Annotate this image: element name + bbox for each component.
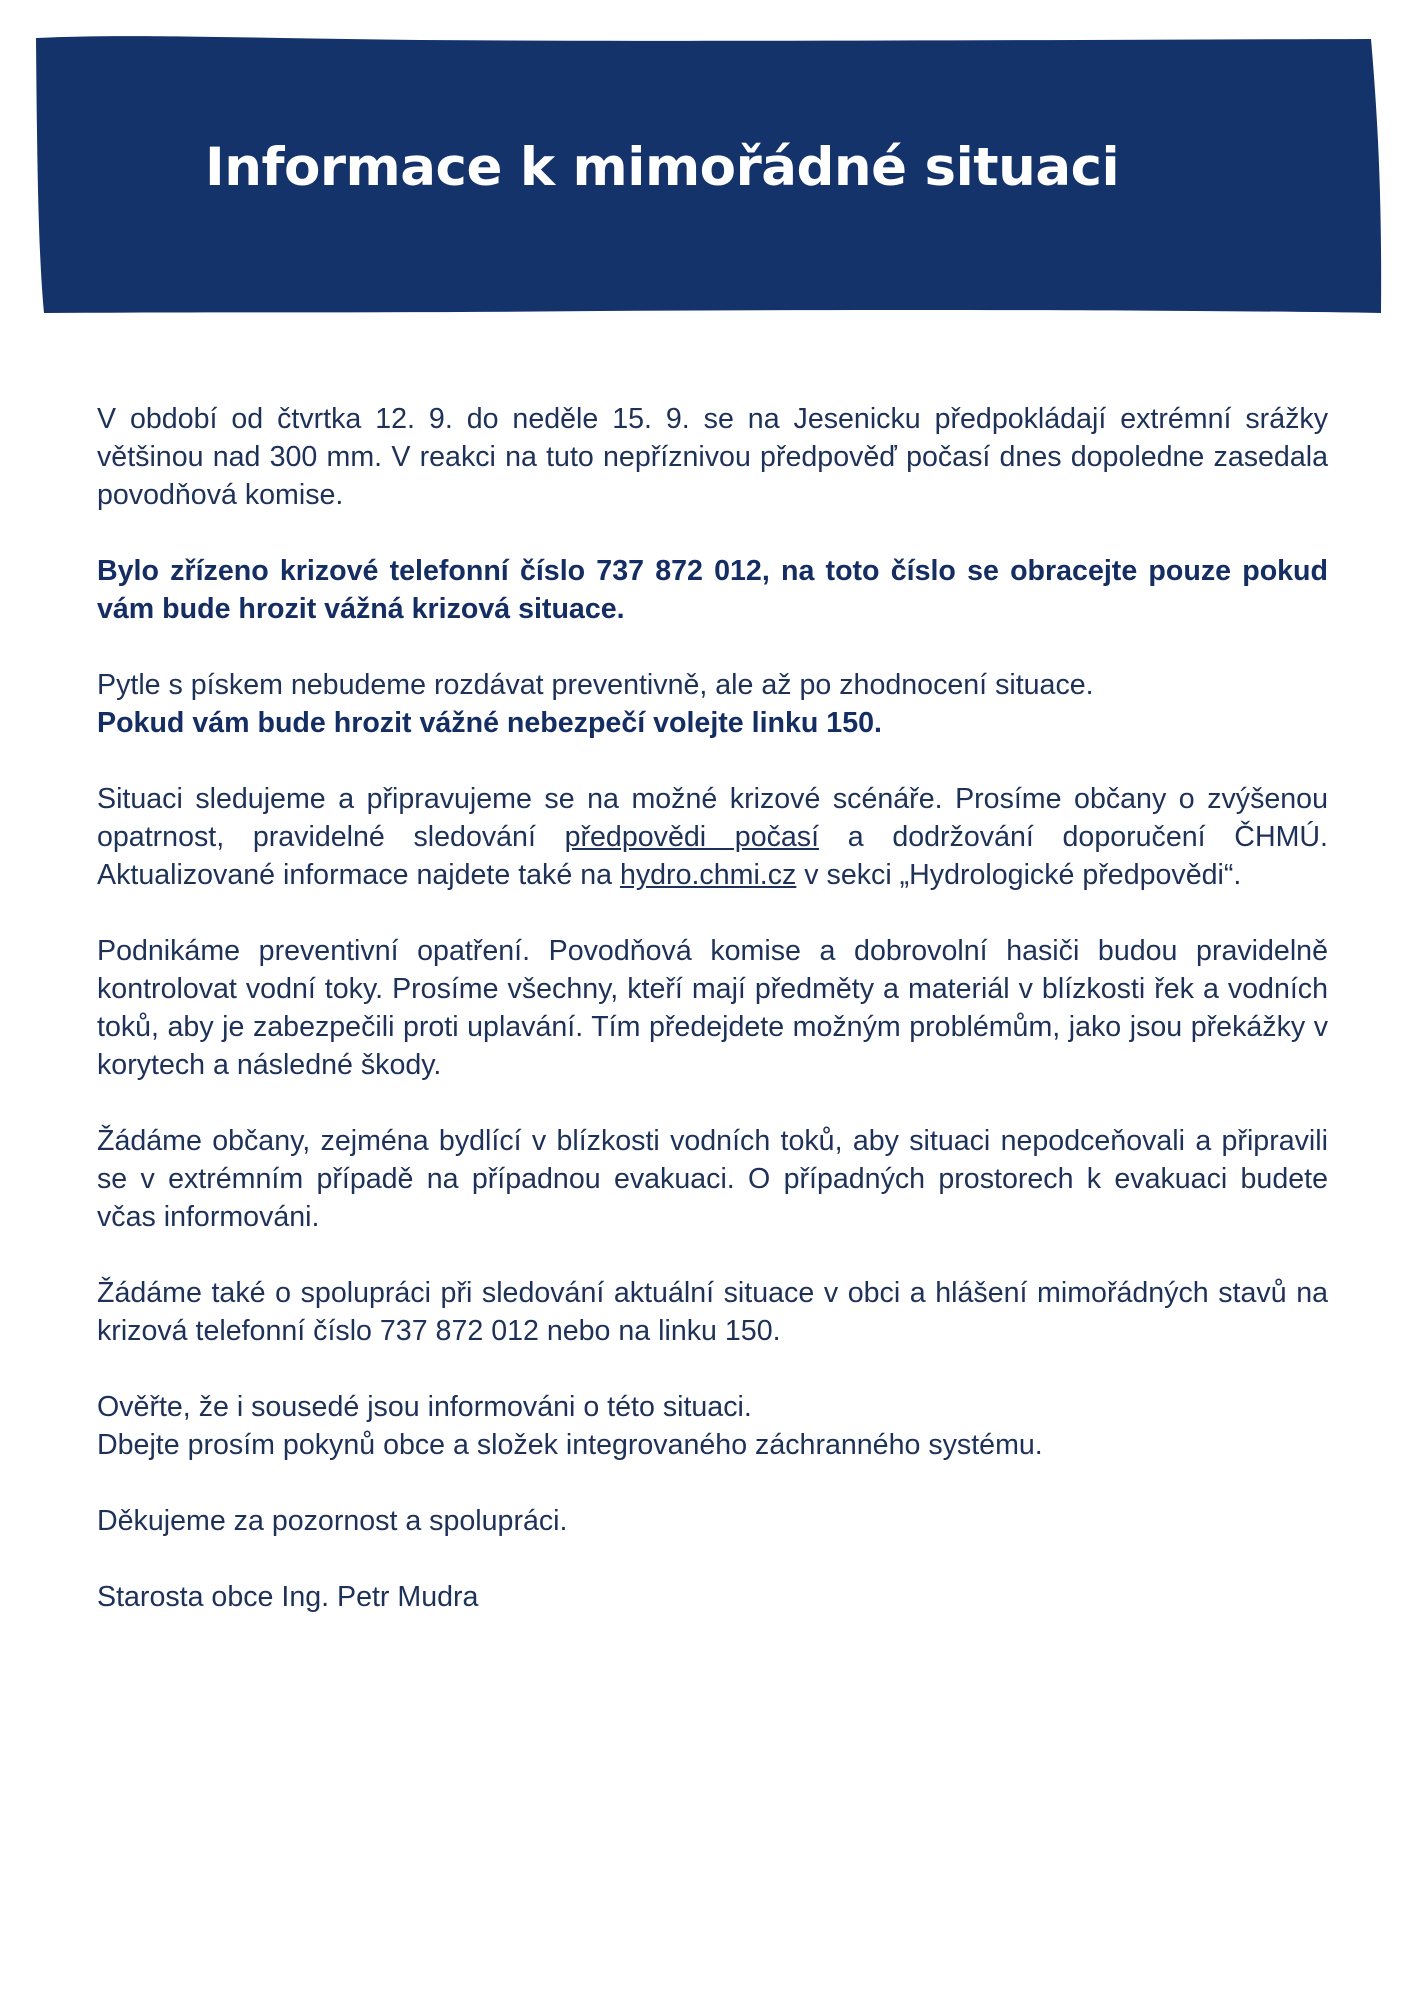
monitoring-text-c: v sekci „Hydrologické předpovědi“. bbox=[796, 859, 1242, 891]
document-body bbox=[97, 400, 1328, 1654]
instructions-text: Dbejte prosím pokynů obce a složek integrovaného záchranného systému. bbox=[97, 1429, 1043, 1461]
page-title: Informace k mimořádné situaci bbox=[205, 137, 1120, 198]
paragraph-evacuation: Žádáme občany, zejména bydlící v blízkosti vodních toků, aby situaci nepodceňovali a připravili se v extrémním případě na případnou evakuaci. O případných prostorech k evakuaci budete včas informováni. bbox=[97, 1125, 1328, 1233]
monitoring-text-a: Situaci sledujeme a připravujeme se na možné krizové scénáře. Prosíme občany o zvýšenou opatrnost, pravidelné sledování bbox=[97, 783, 1328, 853]
paragraph-thanks: Děkujeme za pozornost a spolupráci. bbox=[97, 1505, 568, 1537]
paragraph-forecast: V období od čtvrtka 12. 9. do neděle 15. 9. se na Jesenicku předpokládají extrémní srážky většinou nad 300 mm. V reakci na tuto nepříznivou předpověď počasí dnes dopoledne zasedala povodňová komise. bbox=[97, 403, 1328, 511]
header-banner bbox=[0, 0, 1414, 340]
weather-forecast-link[interactable]: předpovědi počasí bbox=[564, 821, 820, 853]
sandbags-text: Pytle s pískem nebudeme rozdávat preventivně, ale až po zhodnocení situace. bbox=[97, 669, 1094, 701]
paragraph-sandbags bbox=[97, 666, 1328, 742]
paragraph-preventive-measures: Podnikáme preventivní opatření. Povodňová komise a dobrovolní hasiči budou pravidelně kontrolovat vodní toky. Prosíme všechny, kteří mají předměty a materiál v blízkosti řek a vodních toků, aby je zabezpečili proti uplavání. Tím předejdete možným problémům, jako jsou překážky v korytech a následné škody. bbox=[97, 935, 1328, 1081]
monitoring-text-b: a dodržování doporučení ČHMÚ. Aktualizované informace najdete také na bbox=[97, 821, 1329, 891]
paragraph-crisis-phone: Bylo zřízeno krizové telefonní číslo 737 872 012, na toto číslo se obracejte pouze pokud vám bude hrozit vážná krizová situace. bbox=[97, 555, 1328, 625]
paragraph-monitoring bbox=[97, 780, 1328, 894]
emergency-line-text: Pokud vám bude hrozit vážné nebezpečí volejte linku 150. bbox=[97, 707, 882, 739]
hydro-chmi-link[interactable]: hydro.chmi.cz bbox=[619, 859, 797, 891]
signature: Starosta obce Ing. Petr Mudra bbox=[97, 1581, 479, 1613]
neighbors-text: Ověřte, že i sousedé jsou informováni o této situaci. bbox=[97, 1391, 752, 1423]
paragraph-cooperation: Žádáme také o spolupráci při sledování aktuální situace v obci a hlášení mimořádných stavů na krizová telefonní číslo 737 872 012 nebo na linku 150. bbox=[97, 1277, 1328, 1347]
paragraph-neighbors bbox=[97, 1388, 1328, 1464]
